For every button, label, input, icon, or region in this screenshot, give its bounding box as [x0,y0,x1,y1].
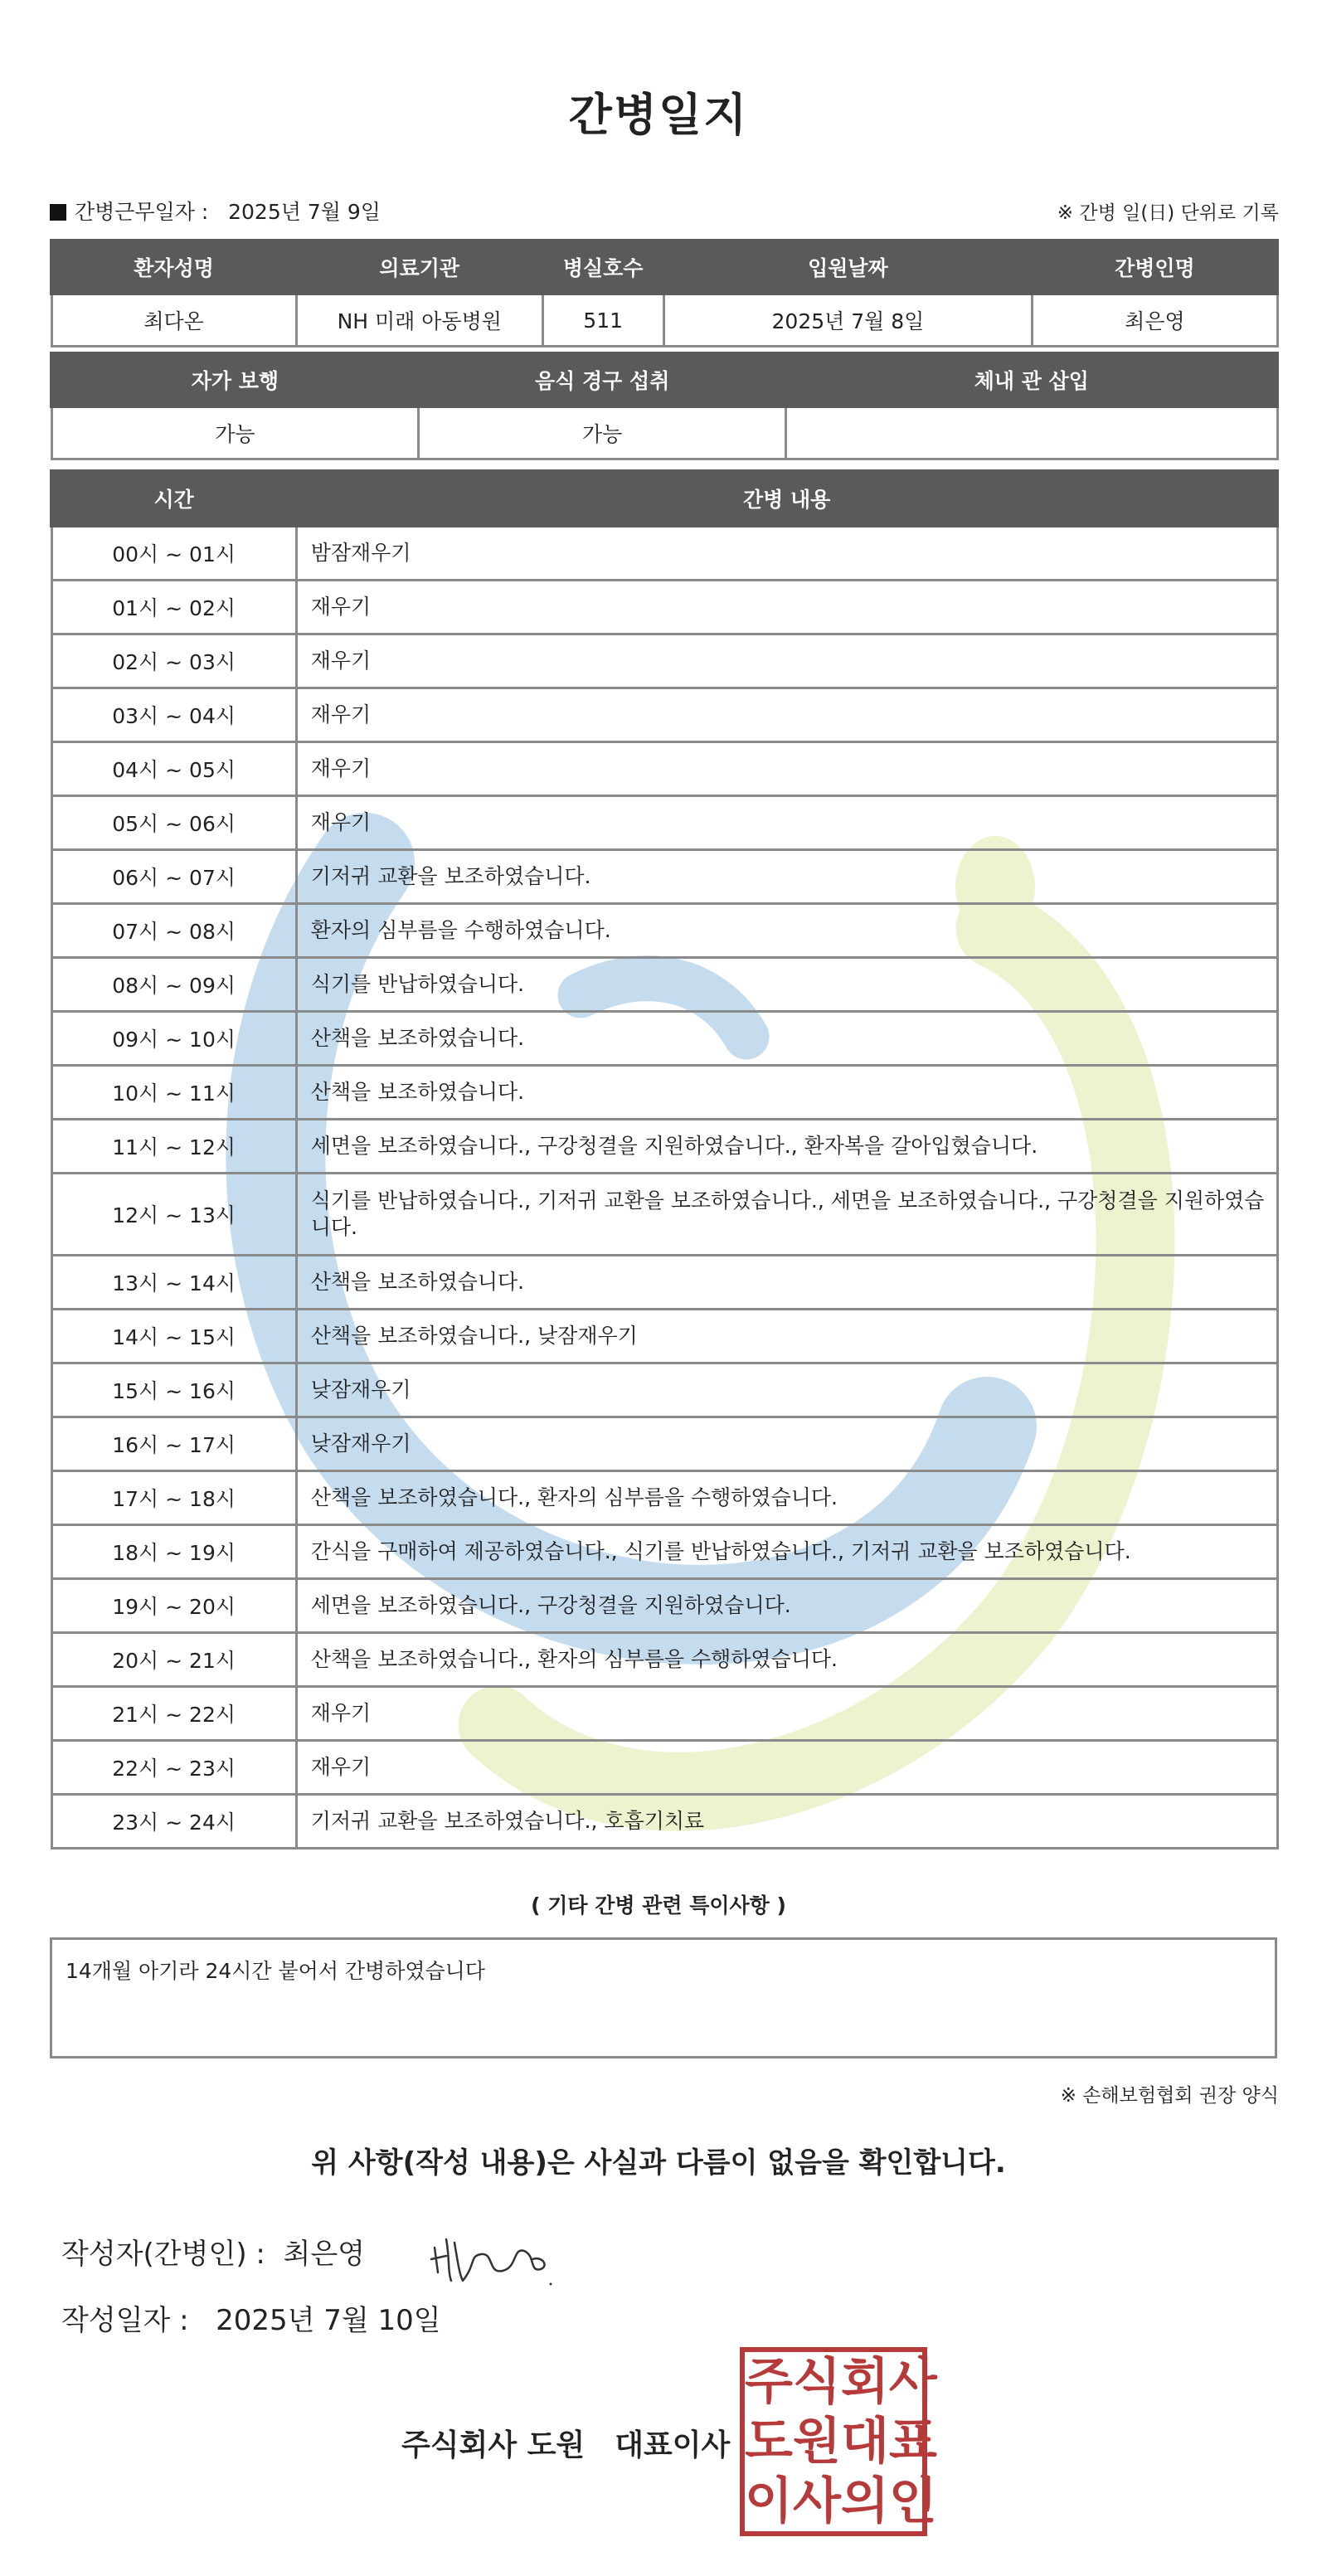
table-row [51,1795,1277,1849]
handwritten-signature [426,2223,559,2289]
content-cell: 산책을 보조하였습니다., 환자의 심부름을 수행하였습니다. [296,1471,1277,1525]
table-row [51,1741,1277,1795]
table-row [51,1310,1277,1363]
time-cell: 01시 ~ 02시 [51,581,296,634]
page-title: 간병일지 [568,89,749,141]
table-row [51,904,1277,958]
status-table [50,352,1279,460]
notes-text: 14개월 아기라 24시간 붙어서 간병하였습니다 [66,1959,485,1983]
table-row [51,581,1277,634]
time-cell: 07시 ~ 08시 [51,904,296,958]
content-cell: 세면을 보조하였습니다., 구강청결을 지원하였습니다., 환자복을 갈아입혔습니다. [296,1120,1277,1174]
table-row [51,1525,1277,1579]
patient-info-value-row [51,294,1277,347]
table-row [51,634,1277,688]
table-row [51,796,1277,850]
hospital-name: NH 미래 아동병원 [296,294,542,347]
patient-name: 최다온 [51,294,296,347]
writer-label: 작성자(간병인) : [61,2238,265,2271]
square-bullet-icon [50,204,66,221]
time-cell: 06시 ~ 07시 [51,850,296,904]
confirmation-statement: 위 사항(작성 내용)은 사실과 다름이 없음을 확인합니다. [311,2146,1006,2180]
time-cell: 13시 ~ 14시 [51,1256,296,1310]
content-cell: 기저귀 교환을 보조하였습니다. [296,850,1277,904]
time-cell: 14시 ~ 15시 [51,1310,296,1363]
time-cell: 19시 ~ 20시 [51,1579,296,1633]
table-row [51,1174,1277,1256]
content-cell: 환자의 심부름을 수행하였습니다. [296,904,1277,958]
patient-info-header-row [51,241,1277,294]
time-cell: 16시 ~ 17시 [51,1417,296,1471]
notes-box [50,1937,1277,2058]
seal-char: 식 [792,2353,841,2411]
content-cell: 재우기 [296,634,1277,688]
walking-value: 가능 [51,406,419,459]
seal-char: 이 [745,2472,793,2530]
content-cell: 재우기 [296,742,1277,796]
company-representative: 주식회사 도원 대표이사 [401,2428,731,2462]
table-row [51,1120,1277,1174]
content-cell: 산책을 보조하였습니다. [296,1012,1277,1066]
writer-line [61,2231,365,2272]
seal-char: 도 [745,2413,793,2471]
patient-info-table [50,239,1279,348]
time-cell: 08시 ~ 09시 [51,958,296,1012]
seal-char: 사 [792,2472,841,2530]
table-row [51,958,1277,1012]
schedule-header-row [51,471,1277,526]
content-cell: 밤잠재우기 [296,526,1277,581]
content-cell: 낮잠재우기 [296,1417,1277,1471]
work-date [50,196,381,226]
work-date-label: 간병근무일자 : [75,200,209,224]
status-value-row [51,406,1277,459]
seal-char: 원 [792,2413,841,2471]
header-caregiver-name: 간병인명 [1033,241,1277,294]
header-patient-name: 환자성명 [51,241,296,294]
header-hospital: 의료기관 [296,241,542,294]
time-cell: 23시 ~ 24시 [51,1795,296,1849]
seal-char: 사 [888,2353,937,2411]
table-row [51,1579,1277,1633]
time-cell: 21시 ~ 22시 [51,1687,296,1741]
table-row [51,1633,1277,1687]
header-tube: 체내 관 삽입 [786,353,1277,406]
table-row [51,1256,1277,1310]
content-cell: 식기를 반납하였습니다., 기저귀 교환을 보조하였습니다., 세면을 보조하였습니다., 구강청결을 지원하였습니다. [296,1174,1277,1256]
time-cell: 17시 ~ 18시 [51,1471,296,1525]
time-cell: 18시 ~ 19시 [51,1525,296,1579]
table-row [51,1363,1277,1417]
writer-name: 최은영 [283,2238,366,2271]
table-row [51,1687,1277,1741]
content-cell: 산책을 보조하였습니다., 낮잠재우기 [296,1310,1277,1363]
table-row [51,1066,1277,1120]
seal-char: 대 [840,2413,889,2471]
content-cell: 산책을 보조하였습니다., 환자의 심부름을 수행하였습니다. [296,1633,1277,1687]
table-row [51,742,1277,796]
time-cell: 00시 ~ 01시 [51,526,296,581]
status-header-row [51,353,1277,406]
content-cell: 간식을 구매하여 제공하였습니다., 식기를 반납하였습니다., 기저귀 교환을 보조하였습니다. [296,1525,1277,1579]
written-date-label: 작성일자 : [61,2304,189,2337]
content-cell: 산책을 보조하였습니다. [296,1066,1277,1120]
caregiver-name: 최은영 [1033,294,1277,347]
seal-char: 의 [840,2472,889,2530]
header-room: 병실호수 [542,241,663,294]
association-note: ※ 손해보험협회 권장 양식 [1060,2085,1279,2107]
time-cell: 15시 ~ 16시 [51,1363,296,1417]
content-cell: 산책을 보조하였습니다. [296,1256,1277,1310]
time-cell: 02시 ~ 03시 [51,634,296,688]
content-cell: 재우기 [296,1741,1277,1795]
time-cell: 03시 ~ 04시 [51,688,296,742]
seal-char: 표 [888,2413,937,2471]
written-date-line [61,2297,441,2338]
time-cell: 22시 ~ 23시 [51,1741,296,1795]
seal-char: 인 [888,2472,937,2530]
table-row [51,1417,1277,1471]
header-admission-date: 입원날짜 [663,241,1033,294]
content-cell: 재우기 [296,688,1277,742]
seal-char: 회 [840,2353,889,2411]
unit-note: ※ 간병 일(日) 단위로 기록 [1057,202,1279,224]
time-cell: 12시 ~ 13시 [51,1174,296,1256]
time-cell: 10시 ~ 11시 [51,1066,296,1120]
table-row [51,1471,1277,1525]
room-number: 511 [542,294,663,347]
admission-date: 2025년 7월 8일 [663,294,1033,347]
content-cell: 재우기 [296,581,1277,634]
time-cell: 04시 ~ 05시 [51,742,296,796]
content-cell: 낮잠재우기 [296,1363,1277,1417]
content-cell: 식기를 반납하였습니다. [296,958,1277,1012]
header-oral-intake: 음식 경구 섭취 [419,353,786,406]
table-row [51,688,1277,742]
content-cell: 세면을 보조하였습니다., 구강청결을 지원하였습니다. [296,1579,1277,1633]
table-row [51,526,1277,581]
tube-value [786,406,1277,459]
seal-char: 주 [745,2353,793,2411]
header-walking: 자가 보행 [51,353,419,406]
work-date-value: 2025년 7월 9일 [228,200,381,224]
content-cell: 재우기 [296,796,1277,850]
header-care-content: 간병 내용 [296,471,1277,526]
table-row [51,1012,1277,1066]
content-cell: 재우기 [296,1687,1277,1741]
notes-title: ( 기타 간병 관련 특이사항 ) [531,1893,786,1917]
company-seal [740,2347,937,2536]
table-row [51,850,1277,904]
time-cell: 09시 ~ 10시 [51,1012,296,1066]
time-cell: 05시 ~ 06시 [51,796,296,850]
written-date-value: 2025년 7월 10일 [216,2304,441,2337]
content-cell: 기저귀 교환을 보조하였습니다., 호흡기치료 [296,1795,1277,1849]
time-cell: 11시 ~ 12시 [51,1120,296,1174]
header-time: 시간 [51,471,296,526]
time-cell: 20시 ~ 21시 [51,1633,296,1687]
oral-intake-value: 가능 [419,406,786,459]
schedule-table [50,469,1279,1849]
